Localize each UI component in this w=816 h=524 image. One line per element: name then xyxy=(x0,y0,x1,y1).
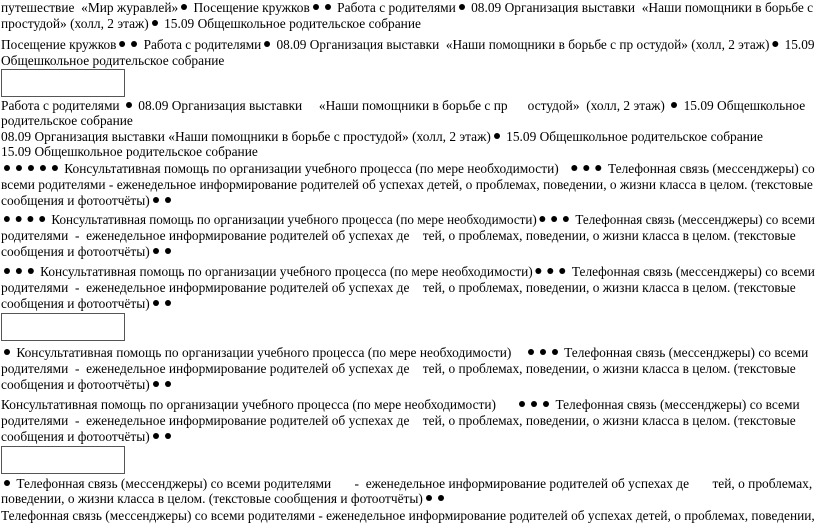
text-line: сообщения и фотоотчёты) xyxy=(1,429,174,445)
bullet-icon xyxy=(152,20,158,26)
bullet-icon xyxy=(16,165,22,171)
bullet-icon xyxy=(459,4,465,10)
bullet-icon xyxy=(153,381,159,387)
bullet-icon xyxy=(552,349,558,355)
text-line: родительское собрание xyxy=(1,113,133,128)
bullet-icon xyxy=(119,41,125,47)
bullet-icon xyxy=(536,268,542,274)
text-line: Консультативная помощь по организации учебного процесса (по мере необходимости) Телефонная связь (мессенджеры) со всеми xyxy=(1,345,808,361)
text-line: 08.09 Организация выставки «Наши помощники в борьбе с простудой» (холл, 2 этаж) 15.09 Общешкольное родительское собрание xyxy=(1,129,763,144)
bullet-icon xyxy=(772,41,778,47)
bullet-icon xyxy=(552,216,558,222)
bullet-icon xyxy=(572,165,578,171)
bullet-icon xyxy=(519,401,525,407)
bullet-icon xyxy=(540,349,546,355)
text-line: Посещение кружков Работа с родителями 08.09 Организация выставки «Наши помощники в борьбе с пр остудой» (холл, 2 этаж) 15.09 xyxy=(1,37,815,52)
text-line: Консультативная помощь по организации учебного процесса (по мере необходимости) Телефонная связь (мессенджеры) со всеми xyxy=(1,212,815,228)
bullet-icon xyxy=(153,300,159,306)
bullet-icon xyxy=(165,381,171,387)
bullet-icon xyxy=(426,495,432,501)
bullet-icon xyxy=(596,165,602,171)
bullet-icon xyxy=(40,165,46,171)
bullet-icon xyxy=(4,480,10,486)
bullet-icon xyxy=(153,248,159,254)
empty-box xyxy=(1,69,125,97)
bullet-icon xyxy=(181,4,187,10)
text-line: сообщения и фотоотчёты) xyxy=(1,244,174,260)
text-line: Работа с родителями 08.09 Организация выставки «Наши помощники в борьбе с пр остудой» (холл, 2 этаж) 15.09 Общешкольное xyxy=(1,98,806,113)
text-line: сообщения и фотоотчёты) xyxy=(1,193,174,209)
bullet-icon xyxy=(560,268,566,274)
bullet-icon xyxy=(4,216,10,222)
bullet-icon xyxy=(131,41,137,47)
bullet-icon xyxy=(165,300,171,306)
bullet-icon xyxy=(313,4,319,10)
bullet-icon xyxy=(28,268,34,274)
bullet-icon xyxy=(494,133,500,139)
empty-box xyxy=(1,446,125,474)
bullet-icon xyxy=(153,433,159,439)
bullet-icon xyxy=(563,216,569,222)
text-line: путешествие «Мир журавлей» Посещение кружков Работа с родителями 08.09 Организация выставки «Наши помощники в борьбе с xyxy=(1,0,814,15)
text-line: Телефонная связь (мессенджеры) со всеми родителями - еженедельное информирование родителей об успехах детей, о проблемах, поведении, xyxy=(1,508,815,523)
bullet-icon xyxy=(584,165,590,171)
bullet-icon xyxy=(548,268,554,274)
bullet-icon xyxy=(165,197,171,203)
empty-box xyxy=(1,313,125,341)
bullet-icon xyxy=(531,401,537,407)
bullet-icon xyxy=(153,197,159,203)
bullet-icon xyxy=(4,165,10,171)
bullet-icon xyxy=(540,216,546,222)
bullet-icon xyxy=(4,268,10,274)
text-line: всеми родителями - еженедельное информирование родителей об успехах детей, о проблемах, поведении, о жизни класса в целом. (текстовые xyxy=(1,177,813,192)
text-line: Консультативная помощь по организации учебного процесса (по мере необходимости) Телефонная связь (мессенджеры) со xyxy=(1,161,815,177)
bullet-icon xyxy=(16,268,22,274)
text-line: родителями - еженедельное информирование родителей об успехах де тей, о проблемах, поведении, о жизни класса в целом. (текстовые xyxy=(1,413,796,428)
text-line: Общешкольное родительское собрание xyxy=(1,53,225,68)
text-line: 15.09 Общешкольное родительское собрание xyxy=(1,144,258,159)
text-line: родителями - еженедельное информирование родителей об успехах де тей, о проблемах, поведении, о жизни класса в целом. (текстовые xyxy=(1,228,796,243)
bullet-icon xyxy=(28,165,34,171)
bullet-icon xyxy=(325,4,331,10)
text-line: Консультативная помощь по организации учебного процесса (по мере необходимости) Телефонная связь (мессенджеры) со всеми xyxy=(1,397,800,412)
bullet-icon xyxy=(264,41,270,47)
bullet-icon xyxy=(27,216,33,222)
text-line: поведении, о жизни класса в целом. (текстовые сообщения и фотоотчёты) xyxy=(1,491,447,507)
text-line: сообщения и фотоотчёты) xyxy=(1,296,174,312)
bullet-icon xyxy=(4,349,10,355)
bullet-icon xyxy=(438,495,444,501)
bullet-icon xyxy=(52,165,58,171)
text-line: сообщения и фотоотчёты) xyxy=(1,377,174,393)
bullet-icon xyxy=(528,349,534,355)
bullet-icon xyxy=(543,401,549,407)
text-line: родителями - еженедельное информирование родителей об успехах де тей, о проблемах, поведении, о жизни класса в целом. (текстовые xyxy=(1,361,796,376)
text-line: Консультативная помощь по организации учебного процесса (по мере необходимости) Телефонная связь (мессенджеры) со всеми xyxy=(1,264,815,280)
bullet-icon xyxy=(39,216,45,222)
text-line: Телефонная связь (мессенджеры) со всеми родителями - еженедельное информирование родителей об успехах де тей, о проблемах, xyxy=(1,476,812,492)
bullet-icon xyxy=(16,216,22,222)
bullet-icon xyxy=(671,102,677,108)
bullet-icon xyxy=(165,248,171,254)
text-line: простудой» (холл, 2 этаж) 15.09 Общешкольное родительское собрание xyxy=(1,16,421,31)
text-line: родителями - еженедельное информирование родителей об успехах де тей, о проблемах, поведении, о жизни класса в целом. (текстовые xyxy=(1,280,796,295)
bullet-icon xyxy=(126,102,132,108)
bullet-icon xyxy=(165,433,171,439)
